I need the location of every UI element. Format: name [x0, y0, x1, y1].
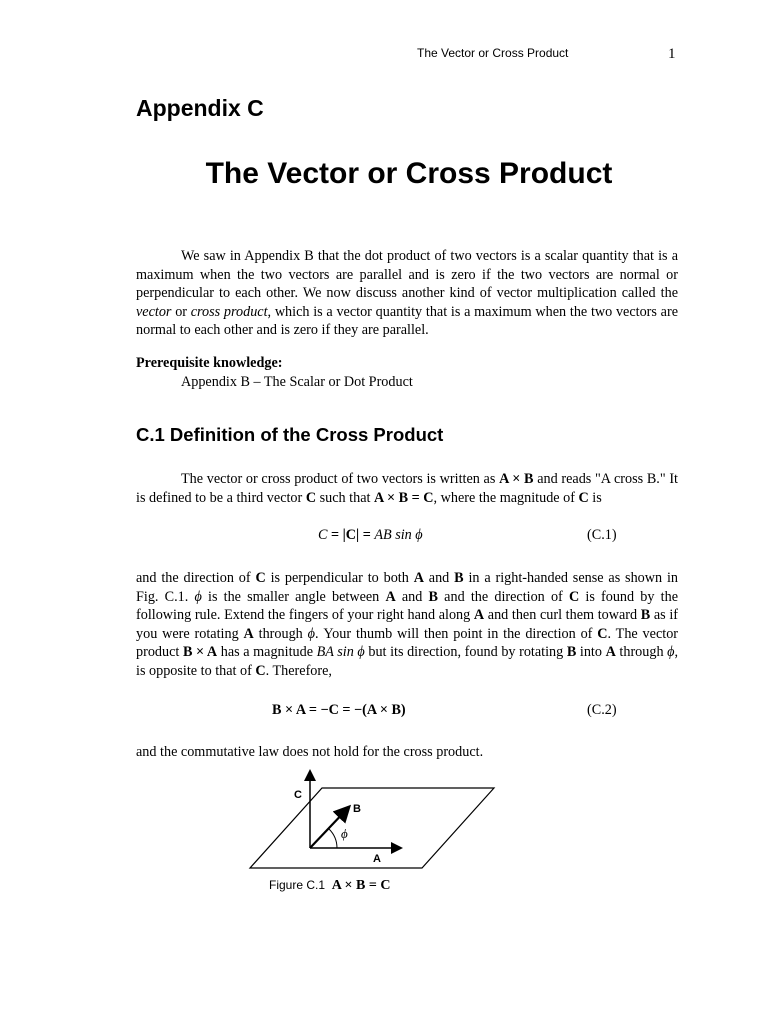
figure-caption: Figure C.1 A × B = C	[269, 878, 391, 893]
plane-parallelogram	[250, 788, 494, 868]
label-b: B	[353, 803, 361, 815]
label-phi: ϕ	[341, 826, 348, 841]
angle-arc	[329, 829, 337, 848]
section-heading: C.1 Definition of the Cross Product	[136, 424, 444, 445]
prerequisite-item: Appendix B – The Scalar or Dot Product	[181, 374, 413, 390]
label-a: A	[373, 853, 381, 865]
equation-c2: B × A = −C = −(A × B)	[272, 702, 406, 718]
intro-paragraph: We saw in Appendix B that the dot product of two vectors is a scalar quantity that is a maximum when the two vectors are parallel and is zero if the two vectors are normal or perpendicular to each other. We now discuss another kind of vector multiplication called the vector or cross product, which is a vector quantity that is a maximum when the two vectors are normal to each other and is zero if they are parallel.	[136, 248, 678, 338]
definition-paragraph: The vector or cross product of two vectors is written as A × B and reads "A cross B." It is defined to be a third vector C such that A × B = C, where the magnitude of C is	[136, 471, 679, 506]
chapter-title: The Vector or Cross Product	[205, 157, 613, 190]
page-number: 1	[668, 46, 676, 62]
figure-c1-diagram	[240, 762, 510, 874]
equation-c1-label: (C.1)	[587, 527, 617, 543]
equation-c1: C = |C| = AB sin ϕ	[318, 527, 423, 543]
prerequisite-heading: Prerequisite knowledge:	[136, 355, 283, 371]
equation-c2-label: (C.2)	[587, 702, 617, 718]
label-c: C	[294, 789, 302, 801]
running-header: The Vector or Cross Product	[417, 46, 569, 60]
direction-paragraph: and the direction of C is perpendicular to both A and B in a right-handed sense as shown in Fig. C.1. ϕ is the smaller angle between A and B and the direction of C is found by the following rule. Extend the fingers of your right hand along A and then curl them toward B as if you were rotating A through ϕ. Your thumb will then point in the direction of C. The vector product B × A has a magnitude BA sin ϕ but its direction, found by rotating B into A through ϕ, is opposite to that of C. Therefore,	[136, 570, 679, 679]
commutative-paragraph: and the commutative law does not hold for the cross product.	[136, 744, 484, 760]
appendix-label: Appendix C	[136, 95, 264, 121]
